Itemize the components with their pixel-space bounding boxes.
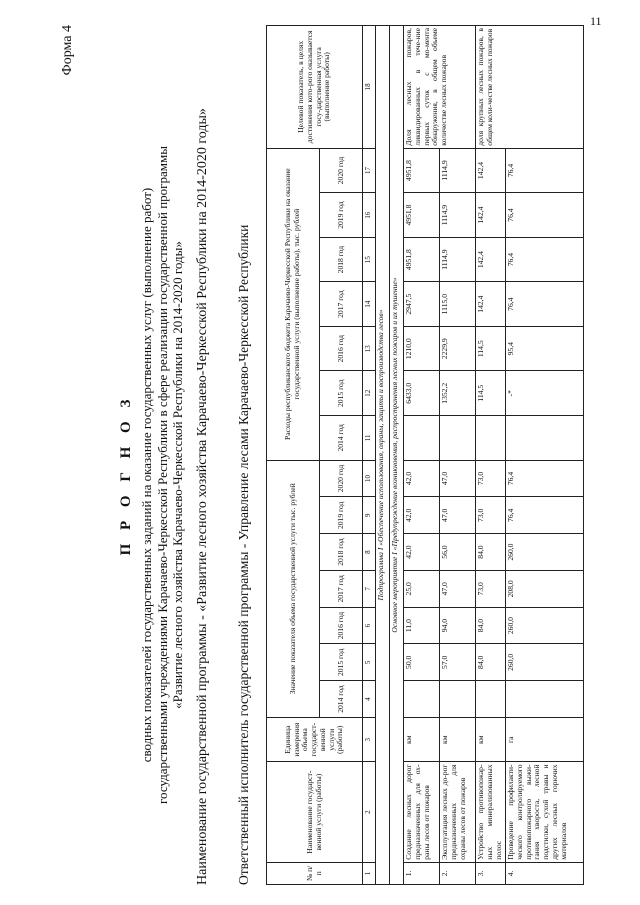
volume-cell: 84,0 — [476, 607, 506, 644]
unit-cell: км — [440, 717, 476, 762]
service-name: Устройство противопожар-ных минерализованных полос — [476, 762, 506, 862]
year-header: 2016 год — [320, 607, 363, 644]
expense-cell: 2229,9 — [440, 326, 476, 371]
expense-cell: 1210,0 — [404, 326, 440, 371]
expense-cell — [476, 416, 506, 461]
volume-cell: 57,0 — [440, 644, 476, 681]
volume-cell: 47,0 — [440, 460, 476, 497]
volume-cell: 42,0 — [404, 460, 440, 497]
column-number: 7 — [363, 570, 376, 607]
form-label: Форма 4 — [60, 25, 75, 76]
unit-cell: км — [476, 717, 506, 762]
volume-cell: 42,0 — [404, 534, 440, 571]
expense-cell: 76,4 — [506, 193, 584, 238]
expense-cell — [440, 416, 476, 461]
row-number: 1. — [404, 862, 440, 884]
main-activity-title: Основное мероприятие I «Предупреждение возникновения, распространения лесных пожаров и их тушение» — [390, 26, 404, 885]
column-number: 12 — [363, 371, 376, 416]
expense-cell: 1115,0 — [440, 282, 476, 327]
column-number: 8 — [363, 534, 376, 571]
expense-cell: 76,4 — [506, 282, 584, 327]
expense-cell: 1114,9 — [440, 193, 476, 238]
volume-cell: 73,0 — [476, 460, 506, 497]
column-number: 3 — [363, 717, 376, 762]
header-row — [267, 26, 320, 885]
column-number: 16 — [363, 193, 376, 238]
header-num: № п/п — [267, 862, 363, 884]
expense-cell: 114,5 — [476, 371, 506, 416]
forecast-table — [266, 25, 584, 885]
expense-cell: 142,4 — [476, 282, 506, 327]
subprogram-row — [376, 26, 390, 885]
column-number: 5 — [363, 644, 376, 681]
expense-cell: 4951,8 — [404, 193, 440, 238]
year-header: 2020 год — [320, 148, 363, 193]
expense-cell: 95,4 — [506, 326, 584, 371]
target-indicator: Доля лесных пожаров, ликвидированных в тече-ние первых суток с мо-мента обнаружения, в общем объеме количестве лесных пожаров — [404, 26, 476, 149]
expense-cell: 4951,8 — [404, 148, 440, 193]
document-title: П Р О Г Н О З — [118, 394, 134, 556]
column-number: 18 — [363, 26, 376, 149]
title-block — [118, 65, 186, 885]
year-header: 2020 год — [320, 460, 363, 497]
header-volume-group: Значение показателя объема государственной услуги тыс. рублей — [267, 460, 320, 717]
main-activity-row — [390, 26, 404, 885]
year-header: 2015 год — [320, 371, 363, 416]
expense-cell — [404, 416, 440, 461]
expense-cell: 114,5 — [476, 326, 506, 371]
row-number: 3. — [476, 862, 506, 884]
table-row — [476, 26, 506, 885]
volume-cell: 42,0 — [404, 497, 440, 534]
column-number: 17 — [363, 148, 376, 193]
volume-cell: 84,0 — [476, 534, 506, 571]
expense-cell: 142,4 — [476, 193, 506, 238]
volume-cell — [506, 681, 584, 718]
column-number: 11 — [363, 416, 376, 461]
page-number: 11 — [590, 14, 602, 28]
expense-cell: 76,4 — [506, 237, 584, 282]
year-header: 2014 год — [320, 416, 363, 461]
year-header: 2016 год — [320, 326, 363, 371]
volume-cell: 47,0 — [440, 570, 476, 607]
service-name: Создание лесных дорог предназначенных для ох-раны лесов от пожаров — [404, 762, 440, 862]
volume-cell — [440, 681, 476, 718]
column-number: 2 — [363, 762, 376, 862]
year-header: 2017 год — [320, 570, 363, 607]
subtitle-line: «Развитие лесного хозяйства Карачаево-Черкесской Республики на 2014-2020 годы» — [170, 241, 185, 709]
table-row — [404, 26, 440, 885]
header-service-name: Наименование государст-венной услуги (работы) — [267, 762, 363, 862]
service-name: Проведение профилакти-ческого контролируемого противопожарного выжи-гания хвороста, лесной подстилки, сухой травы и других лесных горючих материалов — [506, 762, 584, 862]
volume-cell — [476, 681, 506, 718]
volume-cell: 76,4 — [506, 497, 584, 534]
column-number: 15 — [363, 237, 376, 282]
year-header: 2018 год — [320, 237, 363, 282]
expense-cell: 142,4 — [476, 237, 506, 282]
column-number: 14 — [363, 282, 376, 327]
volume-cell: 25,0 — [404, 570, 440, 607]
volume-cell: 47,0 — [440, 497, 476, 534]
column-number: 13 — [363, 326, 376, 371]
volume-cell: 94,0 — [440, 607, 476, 644]
subtitle-line: сводных показателей государственных заданий на оказание государственных услуг (выполнение работ) — [139, 187, 154, 763]
expense-cell — [506, 416, 584, 461]
expense-cell: 1114,9 — [440, 237, 476, 282]
year-header: 2018 год — [320, 534, 363, 571]
year-header: 2015 год — [320, 644, 363, 681]
year-header: 2019 год — [320, 193, 363, 238]
volume-cell: 50,0 — [404, 644, 440, 681]
row-number: 4. — [506, 862, 584, 884]
rotated-page-content — [18, 25, 618, 885]
service-name: Эксплуатация лесных до-рог предназначенных для охраны лесов от пожаров — [440, 762, 476, 862]
header-target-indicator: Целевой показатель, в целях достижения кото-рого оказывается госу-дарственная услуга (выполнение работы) — [267, 26, 363, 149]
volume-cell: 208,0 — [506, 570, 584, 607]
program-name: Наименование государственной программы - «Развитие лесного хозяйства Карачаево-Черкесской Республики на 2014-2020 годы» — [195, 108, 210, 885]
expense-cell: 1352,2 — [440, 371, 476, 416]
volume-cell: 260,0 — [506, 534, 584, 571]
expense-cell: 76,4 — [506, 148, 584, 193]
volume-cell: 56,0 — [440, 534, 476, 571]
year-header: 2019 год — [320, 497, 363, 534]
volume-cell: 260,0 — [506, 644, 584, 681]
expense-cell: -* — [506, 371, 584, 416]
column-number: 1 — [363, 862, 376, 884]
expense-cell: 2947,5 — [404, 282, 440, 327]
year-header: 2014 год — [320, 681, 363, 718]
volume-cell: 84,0 — [476, 644, 506, 681]
expense-cell: 142,4 — [476, 148, 506, 193]
responsible-executor: Ответственный исполнитель государственной программы - Управление лесами Карачаево-Черкесской Республики — [236, 224, 251, 885]
volume-cell: 260,0 — [506, 607, 584, 644]
year-header: 2017 год — [320, 282, 363, 327]
expense-cell: 6433,0 — [404, 371, 440, 416]
header-unit: Единица измерения объема государст-венной услуги (работы) — [267, 717, 363, 762]
subtitle-line: государственными учреждениями Карачаево-Черкесской Республики в сфере реализации государственной программы — [154, 146, 170, 804]
volume-cell: 11,0 — [404, 607, 440, 644]
unit-cell: га — [506, 717, 584, 762]
expense-cell: 4951,8 — [404, 237, 440, 282]
header-expense-group: Расходы республиканского бюджета Карачаево-Черкесской Республики на оказание государственной услуги (выполнение работы), тыс. рублей — [267, 148, 320, 460]
column-numbers-row — [363, 26, 376, 885]
volume-cell: 73,0 — [476, 570, 506, 607]
subprogram-title: Подпрограмма I «Обеспечение использования, охраны, защиты и воспроизводства лесов» — [376, 26, 390, 885]
row-number: 2. — [440, 862, 476, 884]
table-row — [440, 26, 476, 885]
volume-cell: 76,4 — [506, 460, 584, 497]
table-row — [506, 26, 584, 885]
column-number: 4 — [363, 681, 376, 718]
target-indicator: доля крупных лесных пожаров, в общем коли-честве лесных пожаров — [476, 26, 584, 149]
column-number: 6 — [363, 607, 376, 644]
unit-cell: км — [404, 717, 440, 762]
volume-cell — [404, 681, 440, 718]
expense-cell: 1114,9 — [440, 148, 476, 193]
column-number: 10 — [363, 460, 376, 497]
column-number: 9 — [363, 497, 376, 534]
volume-cell: 73,0 — [476, 497, 506, 534]
